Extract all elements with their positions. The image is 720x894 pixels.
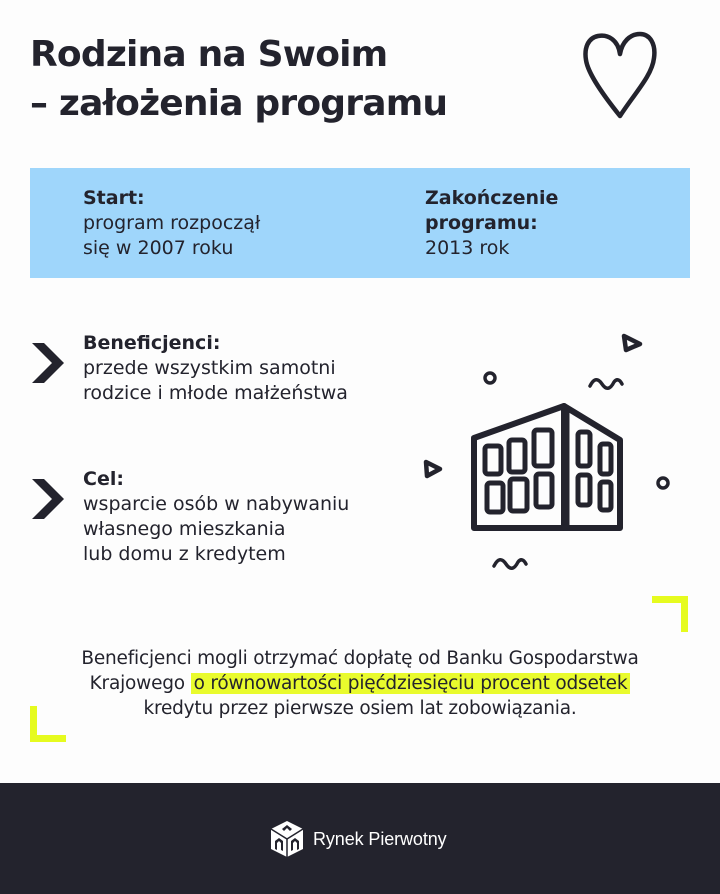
note-highlight: o równowartości pięćdziesięciu procent odsetek bbox=[191, 673, 631, 694]
beneficiaries-label: Beneficjenci: bbox=[83, 332, 221, 354]
note-line-1: Beneficjenci mogli otrzymać dopłatę od Banku Gospodarstwa bbox=[81, 648, 639, 669]
goal-text bbox=[83, 467, 443, 567]
note-line-2-plain: Krajowego bbox=[89, 673, 185, 694]
goal-line-3: lub domu z kredytem bbox=[83, 543, 286, 565]
corner-accent-top-right bbox=[652, 596, 688, 632]
title-line-2: – założenia programu bbox=[30, 83, 448, 124]
beneficiaries-line-1: przede wszystkim samotni bbox=[83, 357, 336, 379]
note-line-2 bbox=[30, 671, 690, 696]
goal-line-1: wsparcie osób w nabywaniu bbox=[83, 493, 350, 515]
goal-label: Cel: bbox=[83, 468, 124, 490]
beneficiaries-line-2: rodzice i młode małżeństwa bbox=[83, 382, 348, 404]
start-info bbox=[83, 186, 260, 261]
goal-line-2: własnego mieszkania bbox=[83, 518, 286, 540]
beneficiaries-text bbox=[83, 331, 443, 406]
chevron-right-icon bbox=[30, 341, 66, 385]
program-dates-box bbox=[30, 168, 690, 278]
heart-icon bbox=[582, 30, 658, 120]
chevron-right-icon bbox=[30, 477, 66, 521]
start-label: Start: bbox=[83, 187, 145, 209]
note-line-3: kredytu przez pierwsze osiem lat zobowiązania. bbox=[143, 698, 577, 719]
start-value-line-2: się w 2007 roku bbox=[83, 237, 234, 259]
brand bbox=[269, 819, 447, 859]
end-label-line-1: Zakończenie bbox=[425, 187, 559, 209]
apartment-building-icon bbox=[410, 320, 690, 580]
page-title bbox=[30, 30, 550, 128]
footer bbox=[0, 783, 720, 894]
rynek-pierwotny-cube-logo bbox=[269, 819, 305, 859]
start-value-line-1: program rozpoczął bbox=[83, 212, 261, 234]
brand-name: Rynek Pierwotny bbox=[313, 828, 447, 849]
end-info bbox=[425, 186, 558, 261]
subsidy-note bbox=[30, 646, 690, 721]
end-label-line-2: programu: bbox=[425, 212, 538, 234]
title-line-1: Rodzina na Swoim bbox=[30, 34, 388, 75]
end-value: 2013 rok bbox=[425, 237, 510, 259]
